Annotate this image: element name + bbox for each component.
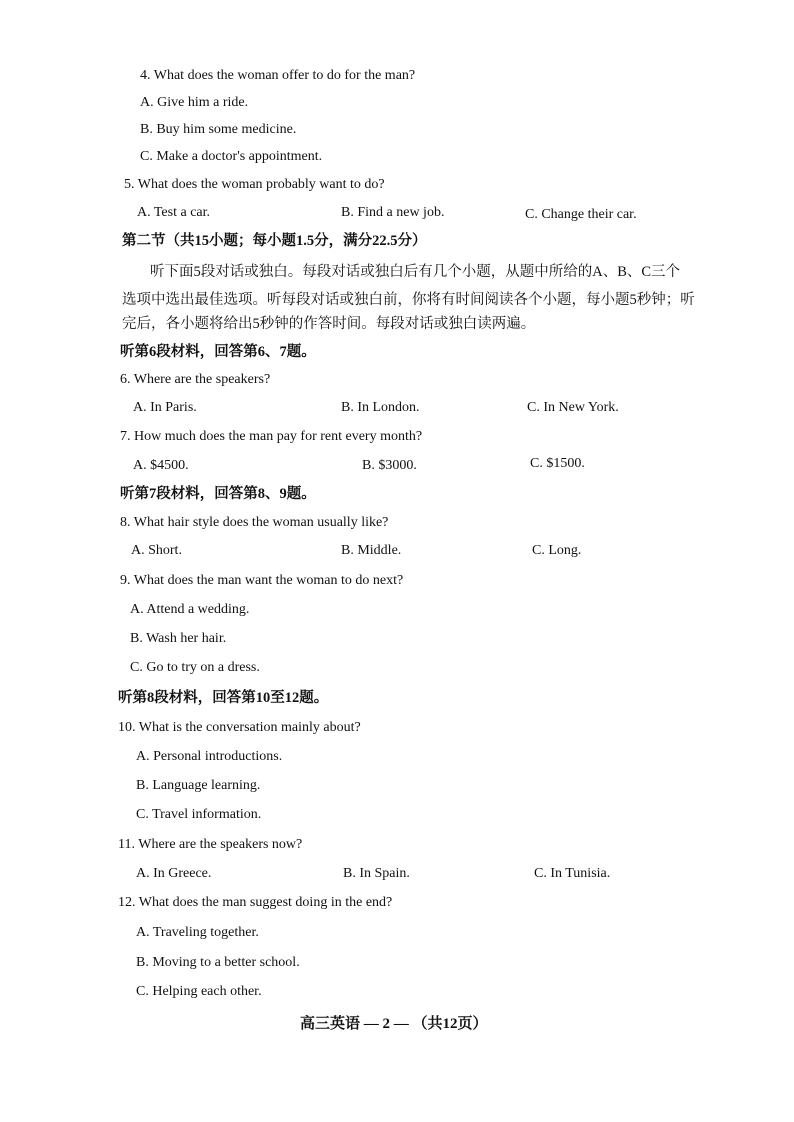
q10-option-b: B. Language learning. (136, 778, 261, 793)
q7-option-c: C. $1500. (530, 456, 585, 471)
q5-question: 5. What does the woman probably want to do? (124, 177, 385, 192)
group8-heading: 听第8段材料，回答第10至12题。 (118, 690, 329, 706)
q7-option-a: A. $4500. (133, 458, 189, 473)
q10-option-a: A. Personal introductions. (136, 749, 283, 764)
q7-option-b: B. $3000. (362, 458, 417, 473)
q5-option-c: C. Change their car. (525, 207, 637, 222)
q12-option-c: C. Helping each other. (136, 984, 262, 999)
q9-option-c: C. Go to try on a dress. (130, 660, 260, 675)
q5-option-a: A. Test a car. (137, 205, 211, 220)
q6-option-c: C. In New York. (527, 400, 619, 415)
section2-title: 第二节（共15小题；每小题1.5分，满分22.5分） (122, 233, 427, 249)
q6-option-a: A. In Paris. (133, 400, 197, 415)
q12-option-a: A. Traveling together. (136, 925, 259, 940)
q8-option-c: C. Long. (532, 543, 582, 558)
q4-option-b: B. Buy him some medicine. (140, 122, 297, 137)
group7-heading: 听第7段材料，回答第8、9题。 (120, 486, 316, 502)
section2-instruction-3: 完后，各小题将给出5秒钟的作答时间。每段对话或独白读两遍。 (122, 316, 536, 332)
q4-option-c: C. Make a doctor's appointment. (140, 149, 323, 164)
q11-option-a: A. In Greece. (136, 866, 212, 881)
q8-option-a: A. Short. (131, 543, 182, 558)
q8-option-b: B. Middle. (341, 543, 402, 558)
q9-question: 9. What does the man want the woman to do next? (120, 573, 404, 588)
section2-instruction-1: 听下面5段对话或独白。每段对话或独白后有几个小题，从题中所给的A、B、C三个 (150, 264, 681, 280)
q7-question: 7. How much does the man pay for rent every month? (120, 429, 423, 444)
q9-option-b: B. Wash her hair. (130, 631, 227, 646)
q12-option-b: B. Moving to a better school. (136, 955, 300, 970)
q12-question: 12. What does the man suggest doing in the end? (118, 895, 393, 910)
q9-option-a: A. Attend a wedding. (130, 602, 250, 617)
q4-question: 4. What does the woman offer to do for the man? (140, 68, 416, 83)
q11-option-b: B. In Spain. (343, 866, 410, 881)
q6-option-b: B. In London. (341, 400, 420, 415)
q6-question: 6. Where are the speakers? (120, 372, 271, 387)
q4-option-a: A. Give him a ride. (140, 95, 249, 110)
q5-option-b: B. Find a new job. (341, 205, 445, 220)
q10-option-c: C. Travel information. (136, 807, 262, 822)
section2-instruction-2: 选项中选出最佳选项。听每段对话或独白前，你将有时间阅读各个小题，每小题5秒钟；听 (122, 292, 695, 308)
q11-question: 11. Where are the speakers now? (118, 837, 303, 852)
q11-option-c: C. In Tunisia. (534, 866, 611, 881)
q8-question: 8. What hair style does the woman usually like? (120, 515, 389, 530)
q10-question: 10. What is the conversation mainly about? (118, 720, 361, 735)
group6-heading: 听第6段材料，回答第6、7题。 (120, 344, 316, 360)
page-footer: 高三英语 — 2 — （共12页） (300, 1016, 488, 1032)
